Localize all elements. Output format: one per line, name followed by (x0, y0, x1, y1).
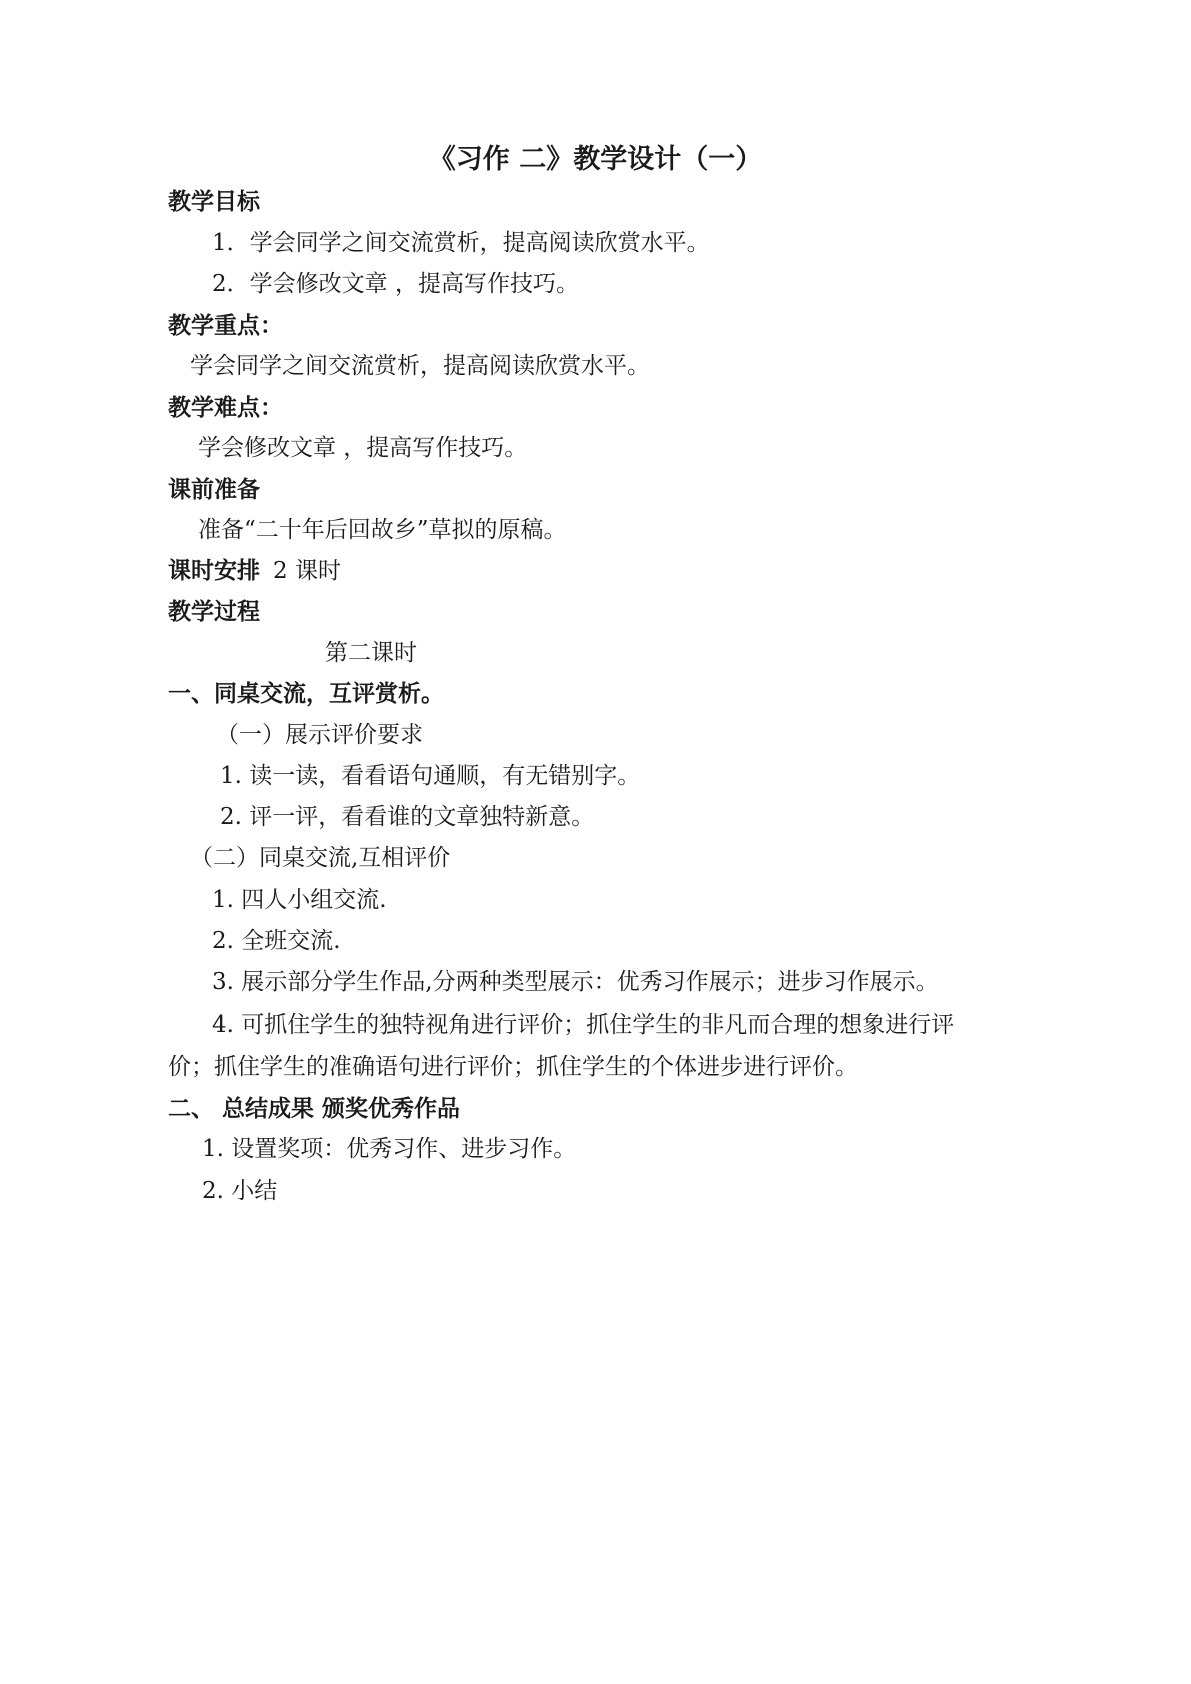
section-2-item-2: 2. 小结 (202, 1178, 278, 1204)
section-2-item-1: 1. 设置奖项：优秀习作、进步习作。 (202, 1136, 577, 1162)
process-heading: 教学过程 (168, 599, 260, 625)
subsection-1-heading: （一）展示评价要求 (216, 722, 423, 748)
schedule-value: 2 课时 (273, 558, 341, 584)
key-point-heading: 教学重点： (168, 313, 283, 339)
key-point-text: 学会同学之间交流赏析，提高阅读欣赏水平。 (190, 353, 650, 379)
subsection-2-item-4-line-2: 价；抓住学生的准确语句进行评价；抓住学生的个体进步进行评价。 (168, 1054, 858, 1080)
subsection-2-item-1: 1. 四人小组交流. (212, 887, 387, 913)
preparation-text: 准备“二十年后回故乡”草拟的原稿。 (198, 517, 567, 543)
subsection-2-item-4-line-1: 4. 可抓住学生的独特视角进行评价；抓住学生的非凡而合理的想象进行评 (212, 1012, 955, 1038)
section-1-heading: 一、同桌交流，互评赏析。 (168, 681, 444, 707)
preparation-heading: 课前准备 (168, 477, 260, 503)
subsection-1-item-2: 2. 评一评，看看谁的文章独特新意。 (220, 804, 595, 830)
objective-item-1: 1．学会同学之间交流赏析，提高阅读欣赏水平。 (212, 230, 710, 256)
subsection-2-item-3: 3. 展示部分学生作品,分两种类型展示：优秀习作展示；进步习作展示。 (212, 969, 939, 995)
document-title: 《习作 二》教学设计（一） (428, 144, 763, 175)
subsection-1-item-1: 1. 读一读，看看语句通顺，有无错别字。 (220, 763, 641, 789)
lesson-label: 第二课时 (325, 640, 417, 666)
difficulty-heading: 教学难点： (168, 395, 283, 421)
objective-item-2: 2．学会修改文章 ，提高写作技巧。 (212, 271, 579, 297)
section-2-heading: 二、 总结成果 颁奖优秀作品 (168, 1096, 461, 1122)
schedule-heading: 课时安排 (168, 558, 260, 584)
subsection-2-heading: （二）同桌交流,互相评价 (190, 845, 451, 871)
objectives-heading: 教学目标 (168, 189, 260, 215)
difficulty-text: 学会修改文章 ，提高写作技巧。 (198, 435, 528, 461)
subsection-2-item-2: 2. 全班交流. (212, 928, 341, 954)
